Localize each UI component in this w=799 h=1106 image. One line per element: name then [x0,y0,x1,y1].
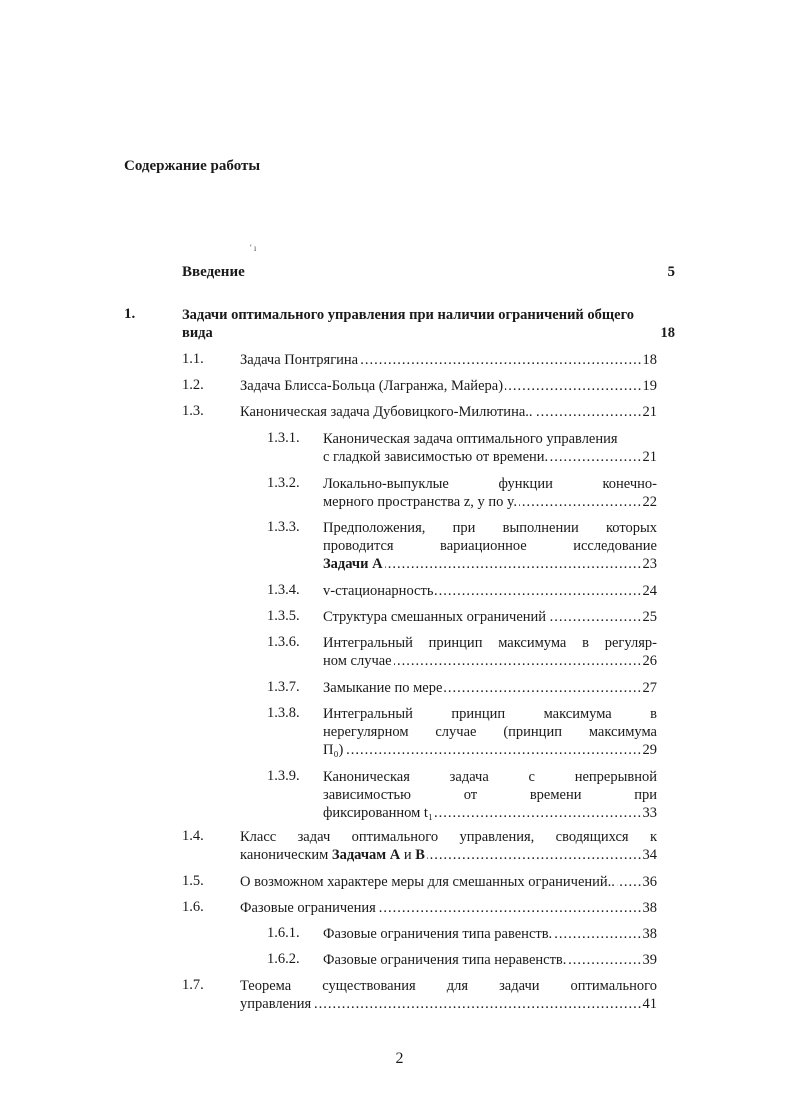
toc-page: 29 [642,742,657,758]
toc-page: 21 [642,449,657,465]
toc-entry [240,977,657,1013]
toc-text-line1: Интегральный принцип максимума в [323,706,657,722]
toc-entry [240,899,657,917]
toc-page: 19 [642,378,657,394]
toc-entry [323,768,657,822]
toc-text-line2: зависимостью от времени при [323,787,657,803]
toc-entry [323,608,657,626]
toc-num: 1.3.8. [267,705,300,721]
toc-page: 26 [642,653,657,669]
toc-text-line2: мерного пространства z, y по y. [323,494,517,510]
toc-text-line2: управления [240,996,312,1012]
toc-text-line2: проводится вариационное исследование [323,538,657,554]
toc-entry [323,705,657,759]
toc-page: 38 [642,926,657,942]
toc-page: 21 [642,404,657,420]
toc-text-line3: фиксированном t₁ [323,805,434,821]
toc-num: 1.1. [182,351,204,367]
toc-page: 38 [642,900,657,916]
toc-page: 41 [642,996,657,1012]
toc-page: 27 [642,680,657,696]
toc-text-line1: Предположения, при выполнении которых [323,520,657,536]
chapter-title-line2: вида [182,325,213,341]
toc-text: v-стационарность [323,583,434,599]
toc-text: Фазовые ограничения типа равенств. [323,926,553,942]
chapter-page: 18 [660,325,675,341]
toc-page: 33 [642,805,657,821]
toc-page: 25 [642,609,657,625]
toc-num: 1.3.2. [267,475,300,491]
intro-page: 5 [667,264,675,280]
toc-text: Фазовые ограничения [240,900,376,916]
toc-page: 18 [642,352,657,368]
toc-text: Задача Блисса-Больца (Лагранжа, Майера) [240,378,504,394]
toc-entry [240,873,657,891]
toc-entry [240,377,657,395]
toc-text-line2: каноническим Задачам А и В [240,847,425,863]
toc-num: 1.3.9. [267,768,300,784]
toc-num: 1.6. [182,899,204,915]
toc-entry [323,475,657,511]
toc-num: 1.6.1. [267,925,300,941]
toc-num: 1.3.3. [267,519,300,535]
toc-num: 1.3.5. [267,608,300,624]
toc-entry [323,582,657,600]
toc-text: Замыкание по мере [323,680,443,696]
toc-entry [323,430,657,466]
toc-text-line3: Задачи А [323,556,383,572]
toc-num: 1.3.6. [267,634,300,650]
page-number: 2 [395,1050,404,1067]
toc-text-line2: ном случае [323,653,392,669]
toc-entry [323,679,657,697]
chapter-title-line1: Задачи оптимального управления при наличии ограничений общего [182,307,635,323]
intro-label: Введение [182,264,245,280]
toc-text-line1: Каноническая задача оптимального управления [323,431,618,447]
toc-page: 39 [642,952,657,968]
chapter-number: 1. [124,306,136,322]
toc-entry [323,951,657,969]
toc-text-line1: Класс задач оптимального управления, сводящихся к [240,829,657,845]
toc-text-line2: с гладкой зависимостью от времени. [323,449,549,465]
toc-entry [240,351,657,369]
toc-page: 34 [642,847,657,863]
toc-text-line3: П₀) [323,742,344,758]
toc-num: 1.3.4. [267,582,300,598]
toc-text-line1: Локально-выпуклые функции конечно- [323,476,657,492]
toc-text: Задача Понтрягина [240,352,359,368]
toc-text: Структура смешанных ограничений [323,609,547,625]
toc-page: 24 [642,583,657,599]
toc-page: 22 [642,494,657,510]
toc-text: Каноническая задача Дубовицкого-Милютина.. [240,404,533,420]
toc-page: 23 [642,556,657,572]
scan-artifact: ' ı [250,243,257,253]
toc-num: 1.5. [182,873,204,889]
toc-text-line1: Интегральный принцип максимума в регуляр- [323,635,657,651]
toc-num: 1.3.1. [267,430,300,446]
toc-num: 1.4. [182,828,204,844]
toc-text-line2: нерегулярном случае (принцип максимума [323,724,657,740]
toc-entry [323,634,657,670]
toc-page: 36 [642,874,657,890]
toc-text: О возможном характере меры для смешанных ограничений.. [240,874,615,890]
toc-entry [240,403,657,421]
toc-entry [323,519,657,573]
toc-num: 1.7. [182,977,204,993]
toc-num: 1.6.2. [267,951,300,967]
toc-num: 1.3.7. [267,679,300,695]
toc-text-line1: Каноническая задача с непрерывной [323,769,657,785]
chapter-title [182,306,675,342]
toc-entry [323,925,657,943]
toc-num: 1.2. [182,377,204,393]
toc-text: Фазовые ограничения типа неравенств. [323,952,567,968]
toc-text-line1: Теорема существования для задачи оптимального [240,978,657,994]
toc-num: 1.3. [182,403,204,419]
page-heading: Содержание работы [124,158,261,174]
toc-entry [240,828,657,864]
